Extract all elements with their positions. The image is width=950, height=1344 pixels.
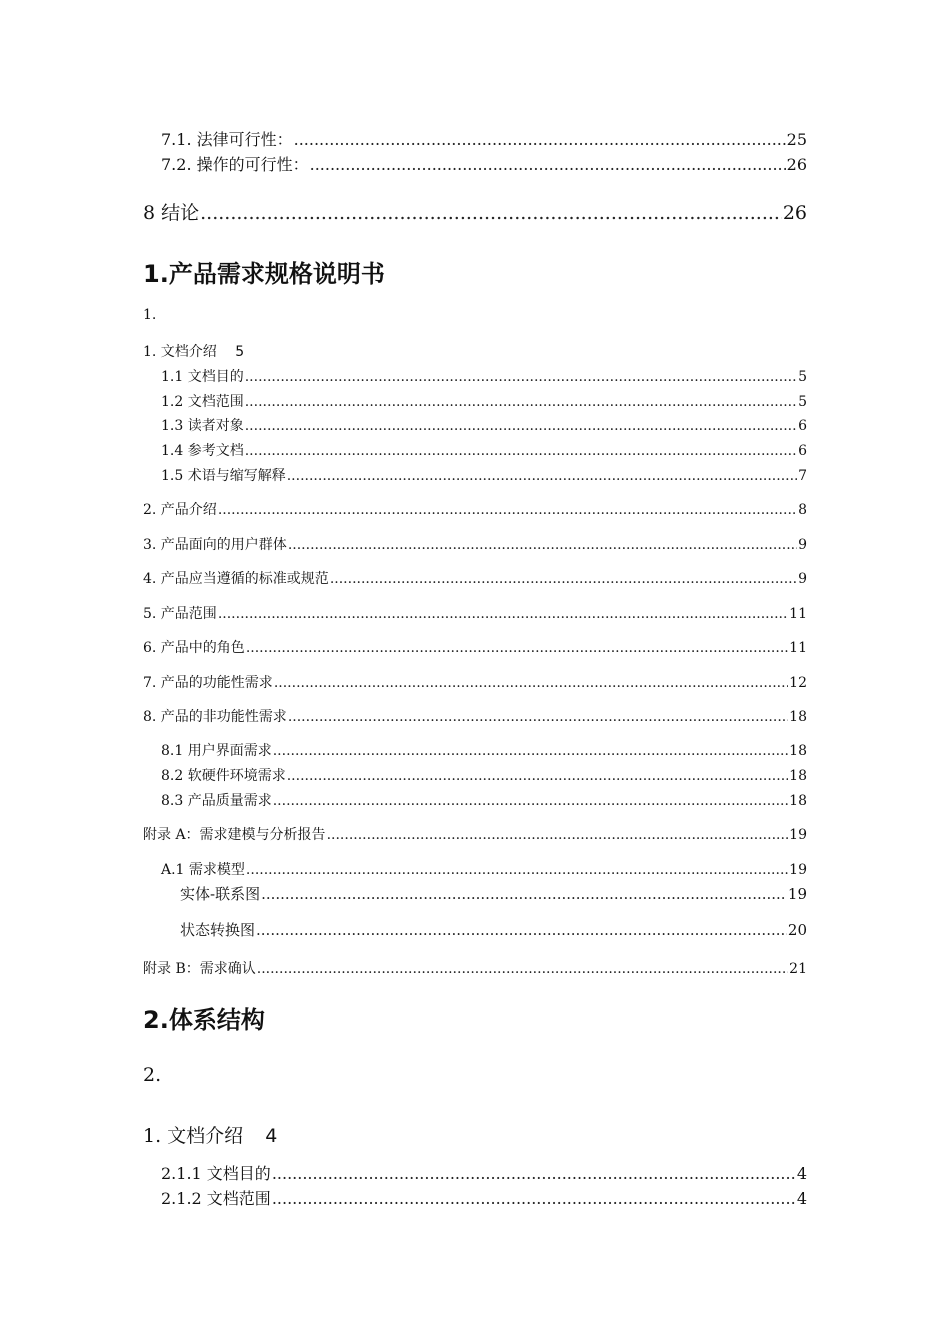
- toc-entry[interactable]: [161, 1186, 807, 1209]
- toc-label: 1.3 读者对象: [161, 418, 244, 434]
- toc-entry[interactable]: [143, 499, 807, 519]
- toc-entry-7-2[interactable]: [161, 152, 807, 175]
- toc-leader: [273, 743, 788, 759]
- toc-label: 8 结论: [143, 202, 200, 224]
- toc-leader: [246, 640, 788, 656]
- toc-page: 26: [782, 202, 807, 224]
- toc-label: 实体-联系图: [180, 885, 261, 903]
- toc-entry[interactable]: [161, 790, 807, 810]
- toc-page: 19: [787, 885, 807, 903]
- toc-label: 8.3 产品质量需求: [161, 793, 272, 809]
- toc-label: 1.1 文档目的: [161, 369, 244, 385]
- toc-leader: [273, 793, 788, 809]
- section1-heading: 1.产品需求规格说明书: [143, 260, 385, 288]
- section2-doc-intro[interactable]: [143, 1121, 277, 1148]
- toc-label: 6. 产品中的角色: [143, 640, 245, 656]
- toc-label: 状态转换图: [180, 921, 256, 939]
- toc-entry[interactable]: [143, 637, 807, 657]
- toc-entry-7-1[interactable]: [161, 127, 807, 150]
- toc-page: 25: [786, 130, 807, 149]
- toc-leader: [218, 502, 797, 518]
- section1-doc-intro[interactable]: [143, 341, 244, 361]
- toc-entry[interactable]: [180, 919, 807, 940]
- toc-label: 2. 产品介绍: [143, 502, 217, 518]
- toc-entry-8[interactable]: [143, 198, 807, 225]
- toc-entry[interactable]: [161, 740, 807, 760]
- toc-leader: [200, 202, 782, 224]
- toc-entry[interactable]: [161, 366, 807, 386]
- toc-page: 4: [796, 1189, 807, 1208]
- toc-page: 11: [789, 606, 807, 622]
- section2-number-line: 2.: [143, 1064, 162, 1086]
- toc-entry[interactable]: [161, 1161, 807, 1184]
- toc-page: 5: [798, 394, 807, 410]
- toc-page: 8: [798, 502, 807, 518]
- toc-label: 附录 B：需求确认: [143, 961, 256, 977]
- toc-leader: [245, 443, 797, 459]
- toc-label: 1.2 文档范围: [161, 394, 244, 410]
- toc-page: 26: [786, 155, 807, 174]
- toc-page: 6: [798, 418, 807, 434]
- toc-entry[interactable]: [143, 568, 807, 588]
- toc-entry[interactable]: [143, 706, 807, 726]
- toc-page: 18: [789, 743, 807, 759]
- toc-label: 2.1.1 文档目的: [161, 1164, 271, 1183]
- toc-leader: [261, 885, 787, 903]
- toc-page: 18: [789, 793, 807, 809]
- toc-leader: [272, 1164, 796, 1183]
- toc-entry[interactable]: [143, 672, 807, 692]
- toc-entry[interactable]: [161, 465, 807, 485]
- toc-label: 7.1. 法律可行性：: [161, 130, 293, 149]
- toc-leader: [218, 606, 788, 622]
- toc-leader: [287, 768, 788, 784]
- toc-leader: [245, 418, 797, 434]
- toc-page: 20: [787, 921, 807, 939]
- toc-entry[interactable]: [161, 391, 807, 411]
- section1-number-line: 1.: [143, 307, 157, 323]
- toc-entry[interactable]: [143, 603, 807, 623]
- toc-page: 19: [789, 862, 807, 878]
- toc-leader: [272, 1189, 796, 1208]
- toc-leader: [246, 862, 788, 878]
- toc-leader: [294, 130, 786, 149]
- toc-page: 6: [798, 443, 807, 459]
- toc-label: 2.1.2 文档范围: [161, 1189, 271, 1208]
- toc-page: 21: [789, 961, 807, 977]
- toc-entry[interactable]: [161, 859, 807, 879]
- toc-page: 18: [789, 768, 807, 784]
- toc-entry[interactable]: [143, 958, 807, 978]
- toc-leader: [310, 155, 786, 174]
- toc-entry[interactable]: [161, 440, 807, 460]
- toc-page: 11: [789, 640, 807, 656]
- toc-label: A.1 需求模型: [161, 862, 245, 878]
- toc-page: 4: [265, 1125, 278, 1147]
- toc-leader: [288, 537, 797, 553]
- toc-page: 19: [789, 827, 807, 843]
- toc-leader: [330, 571, 797, 587]
- toc-label: 1. 文档介绍: [143, 1125, 244, 1147]
- toc-leader: [245, 394, 797, 410]
- toc-label: 1.4 参考文档: [161, 443, 244, 459]
- toc-label: 5. 产品范围: [143, 606, 217, 622]
- toc-label: 8. 产品的非功能性需求: [143, 709, 287, 725]
- toc-leader: [287, 468, 797, 484]
- toc-entry[interactable]: [143, 534, 807, 554]
- toc-page: 4: [796, 1164, 807, 1183]
- toc-page: 9: [798, 537, 807, 553]
- toc-entry[interactable]: [161, 415, 807, 435]
- toc-label: 7.2. 操作的可行性：: [161, 155, 309, 174]
- toc-label: 1.5 术语与缩写解释: [161, 468, 286, 484]
- toc-page: 7: [798, 468, 807, 484]
- toc-leader: [274, 675, 788, 691]
- toc-page: 5: [235, 344, 245, 360]
- toc-label: 4. 产品应当遵循的标准或规范: [143, 571, 329, 587]
- toc-label: 附录 A：需求建模与分析报告: [143, 827, 326, 843]
- toc-label: 1. 文档介绍: [143, 344, 217, 360]
- toc-page: 5: [798, 369, 807, 385]
- toc-entry[interactable]: [180, 883, 807, 904]
- toc-page: 12: [789, 675, 807, 691]
- toc-label: 8.1 用户界面需求: [161, 743, 272, 759]
- toc-label: 3. 产品面向的用户群体: [143, 537, 287, 553]
- toc-label: 7. 产品的功能性需求: [143, 675, 273, 691]
- toc-page: 9: [798, 571, 807, 587]
- toc-leader: [327, 827, 789, 843]
- toc-page: 18: [789, 709, 807, 725]
- toc-entry[interactable]: [161, 765, 807, 785]
- toc-leader: [245, 369, 797, 385]
- toc-label: 8.2 软硬件环境需求: [161, 768, 286, 784]
- toc-leader: [256, 921, 787, 939]
- toc-entry[interactable]: [143, 824, 807, 844]
- toc-leader: [288, 709, 788, 725]
- section2-heading: 2.体系结构: [143, 1006, 265, 1034]
- toc-leader: [257, 961, 788, 977]
